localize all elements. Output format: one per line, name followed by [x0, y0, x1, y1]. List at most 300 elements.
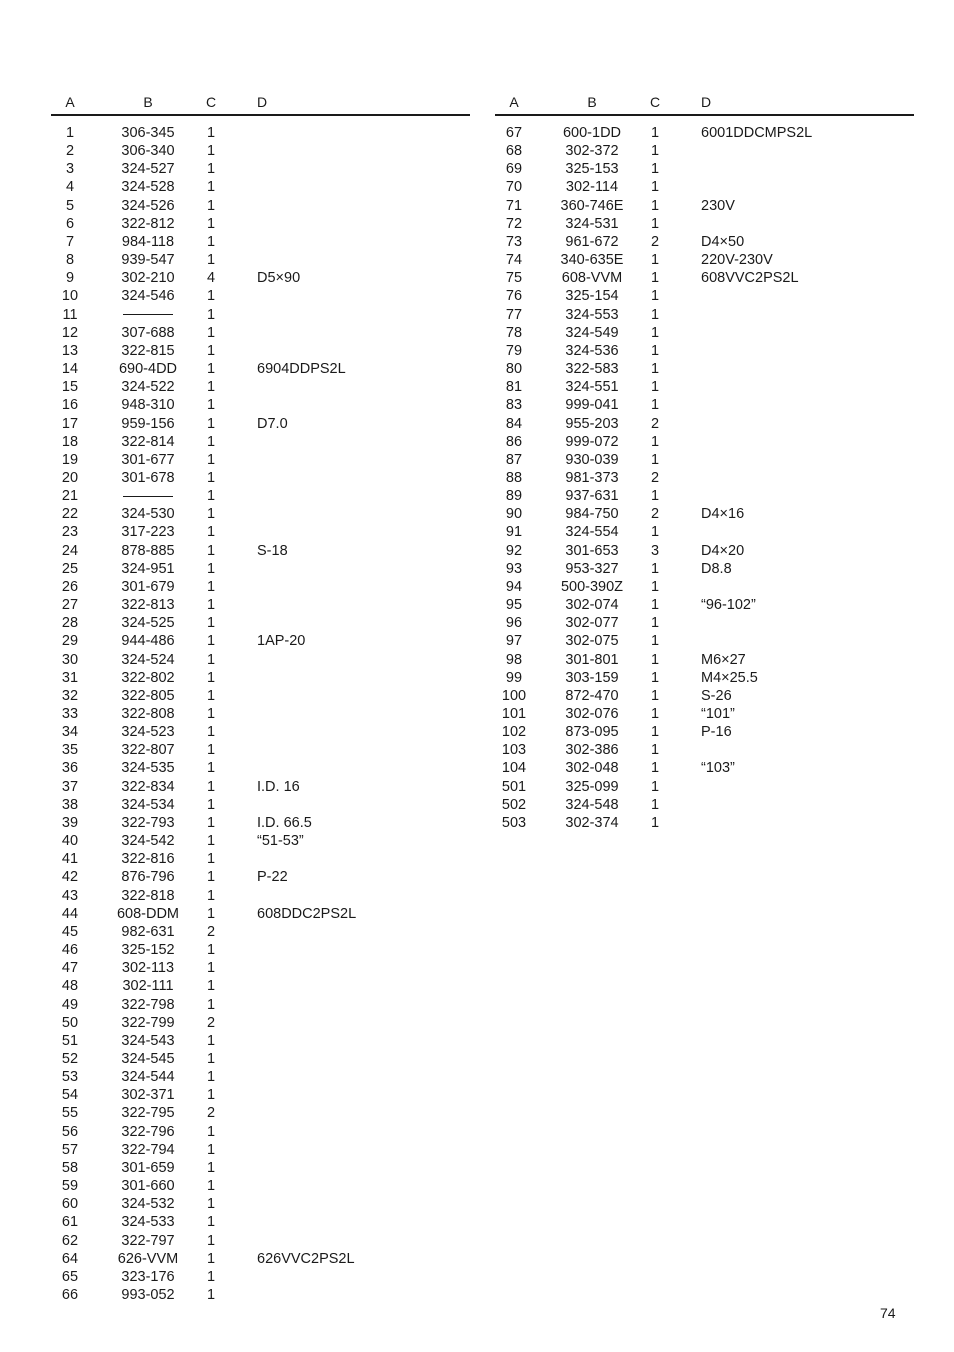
cell-a: 30	[61, 651, 79, 668]
table-row	[51, 451, 470, 469]
table-row	[51, 487, 470, 505]
cell-a: 54	[61, 1087, 79, 1104]
cell-b: 948-310	[121, 397, 175, 414]
cell-c: 1	[206, 451, 216, 468]
cell-b: 984-118	[121, 233, 175, 250]
cell-a: 25	[61, 560, 79, 577]
table-row	[51, 342, 470, 360]
table-row	[51, 868, 470, 886]
cell-b: 360-746E	[560, 197, 624, 214]
table-row	[495, 142, 914, 160]
table-row	[495, 487, 914, 505]
table-row	[495, 560, 914, 578]
cell-a: 55	[61, 1105, 79, 1122]
cell-b: 324-522	[121, 379, 175, 396]
cell-a: 103	[501, 742, 527, 759]
cell-b: 302-074	[565, 597, 619, 614]
table-row	[495, 578, 914, 596]
cell-a: 28	[61, 615, 79, 632]
cell-c: 2	[206, 1105, 216, 1122]
cell-b: 302-076	[565, 706, 619, 722]
cell-a: 34	[61, 724, 79, 741]
cell-c: 1	[206, 851, 216, 868]
table-row	[51, 505, 470, 523]
cell-b: 322-807	[121, 742, 175, 759]
table-row	[495, 251, 914, 269]
cell-a: 99	[505, 669, 523, 686]
cell-c: 1	[206, 687, 216, 704]
table-row	[51, 1068, 470, 1086]
cell-a: 6	[65, 215, 75, 232]
cell-b: 959-156	[121, 415, 175, 432]
cell-c: 1	[650, 669, 660, 686]
cell-b: 324-525	[121, 615, 175, 632]
cell-c: 1	[650, 742, 660, 759]
table-row	[495, 596, 914, 614]
cell-c: 1	[206, 252, 216, 269]
cell-c: 1	[206, 161, 216, 178]
cell-a: 74	[505, 252, 523, 269]
cell-c: 1	[206, 869, 216, 886]
header-d: D	[257, 94, 268, 110]
cell-c: 1	[206, 1087, 216, 1104]
cell-a: 101	[501, 706, 527, 722]
table-row	[495, 796, 914, 814]
cell-d: “96-102”	[701, 597, 756, 614]
cell-b: 302-075	[565, 633, 619, 650]
table-row	[51, 741, 470, 759]
table-row	[51, 1195, 470, 1213]
header-d: D	[701, 94, 712, 110]
table-header	[51, 90, 470, 116]
cell-a: 86	[505, 433, 523, 450]
cell-b: 324-528	[121, 179, 175, 196]
cell-a: 21	[61, 488, 79, 505]
cell-c: 1	[650, 324, 660, 341]
cell-d: S-26	[701, 687, 732, 704]
cell-b: 993-052	[121, 1287, 175, 1303]
cell-c: 1	[206, 615, 216, 632]
cell-c: 1	[206, 1123, 216, 1140]
table-row	[51, 560, 470, 578]
cell-b: 955-203	[565, 415, 619, 432]
cell-c: 1	[206, 415, 216, 432]
cell-c: 1	[206, 760, 216, 777]
cell-d: “101”	[701, 706, 735, 722]
cell-b: 302-077	[565, 615, 619, 632]
table-row	[495, 306, 914, 324]
cell-c: 1	[206, 469, 216, 486]
cell-c: 1	[206, 724, 216, 741]
cell-c: 1	[206, 996, 216, 1013]
table-row	[51, 1104, 470, 1122]
cell-b: 944-486	[121, 633, 175, 650]
cell-a: 18	[61, 433, 79, 450]
cell-b: 322-812	[121, 215, 175, 232]
table-row	[51, 523, 470, 541]
cell-a: 47	[61, 960, 79, 977]
cell-c: 1	[206, 288, 216, 305]
cell-c: 1	[206, 1159, 216, 1176]
table-row	[495, 269, 914, 287]
cell-b: 317-223	[121, 524, 175, 541]
cell-b: 626-VVM	[117, 1250, 179, 1267]
table-row	[51, 215, 470, 233]
cell-b: 325-154	[565, 288, 619, 305]
cell-b: 323-176	[121, 1268, 175, 1285]
cell-b: 301-801	[565, 651, 619, 668]
cell-b: 324-526	[121, 197, 175, 214]
table-row	[51, 959, 470, 977]
table-row	[51, 669, 470, 687]
cell-b: 322-795	[121, 1105, 175, 1122]
cell-b: 301-660	[121, 1178, 175, 1195]
blank-line	[123, 496, 173, 497]
table-row	[495, 360, 914, 378]
table-row	[495, 233, 914, 251]
cell-b: 984-750	[565, 506, 619, 523]
cell-c: 2	[650, 233, 660, 250]
cell-a: 503	[501, 814, 527, 831]
cell-b: 302-111	[122, 978, 174, 995]
cell-c: 2	[650, 415, 660, 432]
cell-c: 1	[650, 796, 660, 813]
cell-a: 61	[61, 1214, 79, 1231]
cell-b: 324-545	[121, 1050, 175, 1067]
cell-c: 1	[650, 342, 660, 359]
cell-c: 1	[650, 379, 660, 396]
cell-b: 322-796	[121, 1123, 175, 1140]
cell-c: 3	[650, 542, 660, 559]
cell-a: 75	[505, 270, 523, 287]
cell-a: 27	[61, 597, 79, 614]
cell-a: 79	[505, 342, 523, 359]
cell-b: 324-536	[565, 342, 619, 359]
cell-d: “103”	[701, 760, 735, 777]
cell-c: 2	[206, 1014, 216, 1031]
cell-c: 1	[650, 270, 660, 287]
cell-a: 53	[61, 1069, 79, 1086]
cell-a: 15	[61, 379, 79, 396]
cell-d: D4×16	[701, 506, 745, 523]
table-row	[51, 178, 470, 196]
cell-c: 1	[650, 778, 660, 795]
cell-c: 1	[206, 379, 216, 396]
table-row	[495, 705, 914, 723]
cell-a: 11	[62, 306, 78, 323]
cell-a: 20	[61, 469, 79, 486]
cell-a: 62	[61, 1232, 79, 1249]
table-row	[51, 996, 470, 1014]
table-row	[51, 396, 470, 414]
cell-c: 1	[650, 615, 660, 632]
cell-d: D5×90	[257, 270, 301, 287]
table-row	[51, 433, 470, 451]
cell-d: 230V	[701, 197, 735, 214]
cell-b: 307-688	[121, 324, 175, 341]
table-row	[51, 850, 470, 868]
cell-a: 29	[61, 633, 79, 650]
cell-d: M4×25.5	[701, 669, 758, 686]
cell-d: 6904DDPS2L	[257, 361, 346, 378]
cell-a: 33	[61, 706, 79, 722]
table-row	[51, 1232, 470, 1250]
cell-c: 1	[206, 197, 216, 214]
cell-c: 1	[650, 687, 660, 704]
table-row	[51, 251, 470, 269]
cell-b: 322-798	[121, 996, 175, 1013]
cell-d: 220V-230V	[701, 252, 773, 269]
cell-b: 301-677	[121, 451, 175, 468]
table-row	[51, 923, 470, 941]
table-row	[51, 1032, 470, 1050]
cell-d: P-16	[701, 724, 732, 741]
cell-b: 500-390Z	[560, 578, 624, 595]
cell-d: I.D. 16	[257, 778, 300, 795]
cell-b: 302-113	[121, 960, 175, 977]
table-row	[51, 1268, 470, 1286]
cell-a: 17	[61, 415, 79, 432]
cell-a: 45	[61, 923, 79, 940]
cell-d: D7.0	[257, 415, 288, 432]
header-b: B	[143, 94, 153, 110]
table-row	[51, 542, 470, 560]
cell-a: 66	[61, 1287, 79, 1303]
cell-c: 1	[650, 578, 660, 595]
table-row	[51, 378, 470, 396]
cell-a: 5	[65, 197, 75, 214]
cell-b: 324-548	[565, 796, 619, 813]
cell-c: 1	[206, 397, 216, 414]
cell-c: 1	[206, 669, 216, 686]
table-row	[51, 977, 470, 995]
table-row	[51, 832, 470, 850]
cell-a: 44	[61, 905, 79, 922]
cell-a: 73	[505, 233, 523, 250]
cell-d: D4×50	[701, 233, 745, 250]
cell-a: 58	[61, 1159, 79, 1176]
cell-c: 1	[206, 887, 216, 904]
cell-a: 72	[505, 215, 523, 232]
cell-a: 96	[505, 615, 523, 632]
cell-b: 608-DDM	[116, 905, 180, 922]
cell-a: 56	[61, 1123, 79, 1140]
cell-b: 324-543	[121, 1032, 175, 1049]
cell-b: 322-808	[121, 706, 175, 722]
table-row	[495, 778, 914, 796]
cell-a: 1	[65, 125, 75, 141]
cell-c: 1	[206, 742, 216, 759]
table-row	[495, 723, 914, 741]
cell-a: 64	[61, 1250, 79, 1267]
cell-b: 301-679	[121, 578, 175, 595]
cell-c: 1	[206, 1196, 216, 1213]
cell-b: 302-048	[565, 760, 619, 777]
cell-a: 76	[505, 288, 523, 305]
cell-c: 1	[206, 796, 216, 813]
cell-c: 1	[206, 778, 216, 795]
cell-b: 608-VVM	[561, 270, 623, 287]
cell-b: 302-371	[121, 1087, 175, 1104]
table-row	[51, 796, 470, 814]
cell-c: 1	[206, 324, 216, 341]
cell-b: 324-533	[121, 1214, 175, 1231]
cell-a: 77	[505, 306, 523, 323]
cell-c: 1	[206, 560, 216, 577]
cell-c: 1	[206, 524, 216, 541]
cell-c: 1	[650, 397, 660, 414]
cell-c: 1	[650, 597, 660, 614]
table-row	[495, 197, 914, 215]
cell-b: 306-345	[121, 125, 175, 141]
cell-b: 340-635E	[560, 252, 624, 269]
cell-c: 1	[650, 252, 660, 269]
cell-a: 102	[501, 724, 527, 741]
cell-a: 59	[61, 1178, 79, 1195]
cell-c: 1	[206, 578, 216, 595]
cell-a: 91	[505, 524, 523, 541]
table-row	[51, 814, 470, 832]
cell-b: 301-678	[121, 469, 175, 486]
cell-b: 322-794	[121, 1141, 175, 1158]
cell-a: 95	[505, 597, 523, 614]
cell-b: 324-531	[565, 215, 619, 232]
cell-c: 1	[650, 125, 660, 141]
table-row	[495, 396, 914, 414]
cell-c: 1	[206, 342, 216, 359]
table-row	[51, 941, 470, 959]
cell-b: 930-039	[565, 451, 619, 468]
cell-d: S-18	[257, 542, 288, 559]
cell-c: 1	[650, 724, 660, 741]
cell-a: 84	[505, 415, 523, 432]
cell-b: 324-544	[121, 1069, 175, 1086]
cell-b: 322-805	[121, 687, 175, 704]
cell-c: 1	[206, 215, 216, 232]
cell-b: 324-527	[121, 161, 175, 178]
cell-b: 325-099	[565, 778, 619, 795]
cell-b: 301-659	[121, 1159, 175, 1176]
cell-a: 12	[61, 324, 79, 341]
table-row	[495, 433, 914, 451]
cell-a: 89	[505, 488, 523, 505]
cell-c: 1	[206, 542, 216, 559]
cell-a: 52	[61, 1050, 79, 1067]
cell-b: 999-041	[565, 397, 619, 414]
cell-c: 1	[650, 488, 660, 505]
cell-b: 322-799	[121, 1014, 175, 1031]
cell-b: 872-470	[565, 687, 619, 704]
cell-b: 324-530	[121, 506, 175, 523]
cell-c: 1	[206, 1250, 216, 1267]
table-row	[51, 1123, 470, 1141]
cell-c: 1	[650, 560, 660, 577]
cell-b: 324-951	[121, 560, 175, 577]
cell-b: 876-796	[121, 869, 175, 886]
cell-a: 13	[61, 342, 79, 359]
table-row	[51, 1159, 470, 1177]
cell-a: 24	[61, 542, 79, 559]
cell-a: 41	[61, 851, 79, 868]
cell-c: 2	[650, 506, 660, 523]
cell-a: 22	[61, 506, 79, 523]
cell-b: 322-815	[121, 342, 175, 359]
cell-b: 961-672	[565, 233, 619, 250]
table-row	[51, 1213, 470, 1231]
table-row	[495, 124, 914, 142]
cell-a: 69	[505, 161, 523, 178]
cell-d: 608DDC2PS2L	[257, 905, 357, 922]
cell-c: 1	[650, 814, 660, 831]
table-row	[495, 342, 914, 360]
cell-c: 1	[650, 143, 660, 160]
cell-c: 1	[206, 1050, 216, 1067]
table-row	[495, 523, 914, 541]
cell-c: 1	[650, 161, 660, 178]
table-row	[51, 124, 470, 142]
table-row	[51, 1177, 470, 1195]
cell-c: 1	[206, 1141, 216, 1158]
cell-a: 2	[65, 143, 75, 160]
cell-a: 32	[61, 687, 79, 704]
table-row	[51, 723, 470, 741]
cell-c: 1	[206, 651, 216, 668]
table-row	[495, 814, 914, 832]
cell-a: 88	[505, 469, 523, 486]
cell-a: 90	[505, 506, 523, 523]
cell-d: 608VVC2PS2L	[701, 270, 799, 287]
table-row	[495, 632, 914, 650]
cell-a: 97	[505, 633, 523, 650]
table-row	[495, 324, 914, 342]
cell-b: 324-532	[121, 1196, 175, 1213]
cell-a: 51	[61, 1032, 79, 1049]
cell-b: 322-818	[121, 887, 175, 904]
cell-c: 1	[650, 760, 660, 777]
cell-c: 1	[206, 506, 216, 523]
table-row	[495, 215, 914, 233]
cell-b: 324-549	[565, 324, 619, 341]
header-c: C	[205, 94, 217, 110]
table-row	[495, 741, 914, 759]
cell-d: “51-53”	[257, 833, 304, 850]
cell-b: 690-4DD	[118, 361, 178, 378]
cell-a: 50	[61, 1014, 79, 1031]
table-body	[51, 124, 470, 1304]
table-row	[51, 360, 470, 378]
cell-c: 2	[650, 469, 660, 486]
cell-b: 302-374	[565, 814, 619, 831]
table-row	[495, 651, 914, 669]
table-row	[495, 505, 914, 523]
cell-c: 1	[206, 814, 216, 831]
cell-a: 65	[61, 1268, 79, 1285]
table-row	[495, 542, 914, 560]
cell-a: 68	[505, 143, 523, 160]
cell-a: 14	[61, 361, 79, 378]
cell-b: 324-553	[565, 306, 619, 323]
table-row	[51, 759, 470, 777]
cell-b: 306-340	[121, 143, 175, 160]
cell-a: 35	[61, 742, 79, 759]
table-row	[51, 324, 470, 342]
cell-a: 7	[65, 233, 75, 250]
cell-b: 953-327	[565, 560, 619, 577]
table-row	[51, 687, 470, 705]
blank-line	[123, 314, 173, 315]
cell-c: 1	[206, 306, 216, 323]
table-row	[51, 306, 470, 324]
